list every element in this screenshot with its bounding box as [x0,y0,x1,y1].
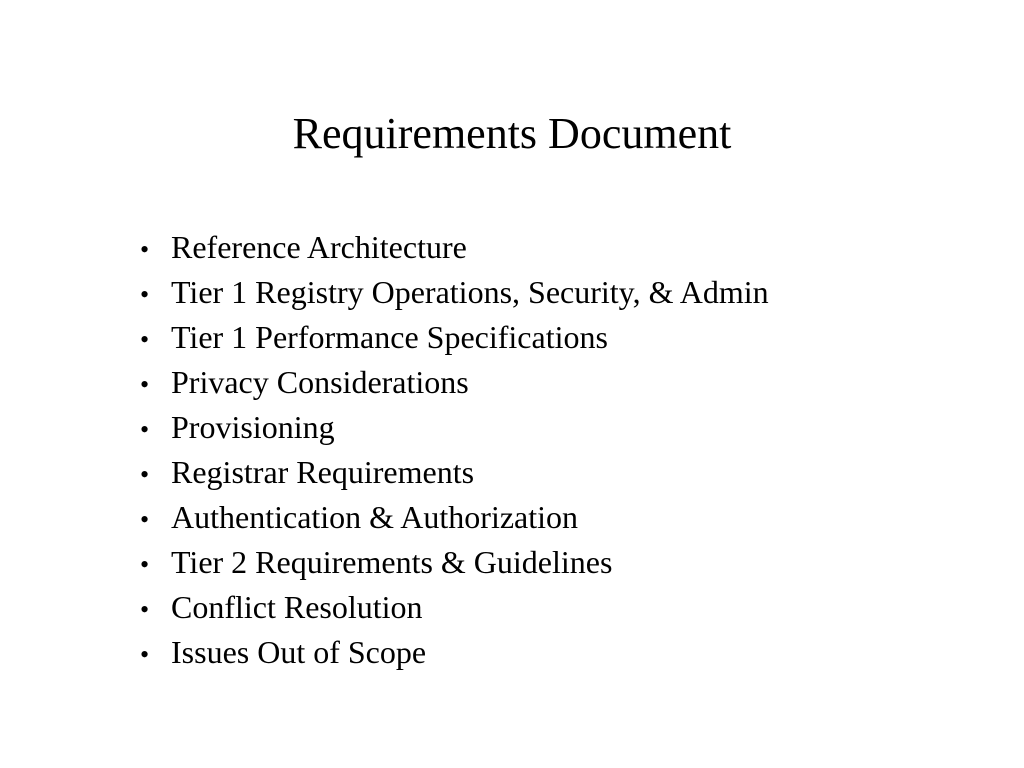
list-item [140,406,769,451]
list-item-text: Provisioning [171,409,335,445]
list-item-text: Reference Architecture [171,229,467,265]
bullet-icon: • [140,370,150,399]
list-item [140,541,769,586]
list-item [140,451,769,496]
bullet-icon: • [140,640,150,669]
list-item-text: Authentication & Authorization [171,499,579,535]
list-item [140,496,769,541]
list-item [140,226,769,271]
slide-title: Requirements Document [292,109,732,158]
bullet-icon: • [140,325,150,354]
list-item-text: Tier 1 Performance Specifications [171,319,608,355]
list-item-text: Conflict Resolution [171,589,423,625]
list-item [140,631,769,676]
list-item [140,586,769,631]
list-item-text: Tier 2 Requirements & Guidelines [171,544,613,580]
bullet-icon: • [140,505,150,534]
list-item-text: Privacy Considerations [171,364,469,400]
list-item-text: Registrar Requirements [171,454,475,490]
list-item-text: Tier 1 Registry Operations, Security, & Admin [171,274,769,310]
list-item [140,361,769,406]
bullet-icon: • [140,595,150,624]
bullet-icon: • [140,235,150,264]
list-item [140,271,769,316]
bullet-icon: • [140,415,150,444]
list-item-text: Issues Out of Scope [171,634,427,670]
bullet-icon: • [140,280,150,309]
bullet-icon: • [140,550,150,579]
bullet-list [140,226,769,676]
bullet-icon: • [140,460,150,489]
list-item [140,316,769,361]
